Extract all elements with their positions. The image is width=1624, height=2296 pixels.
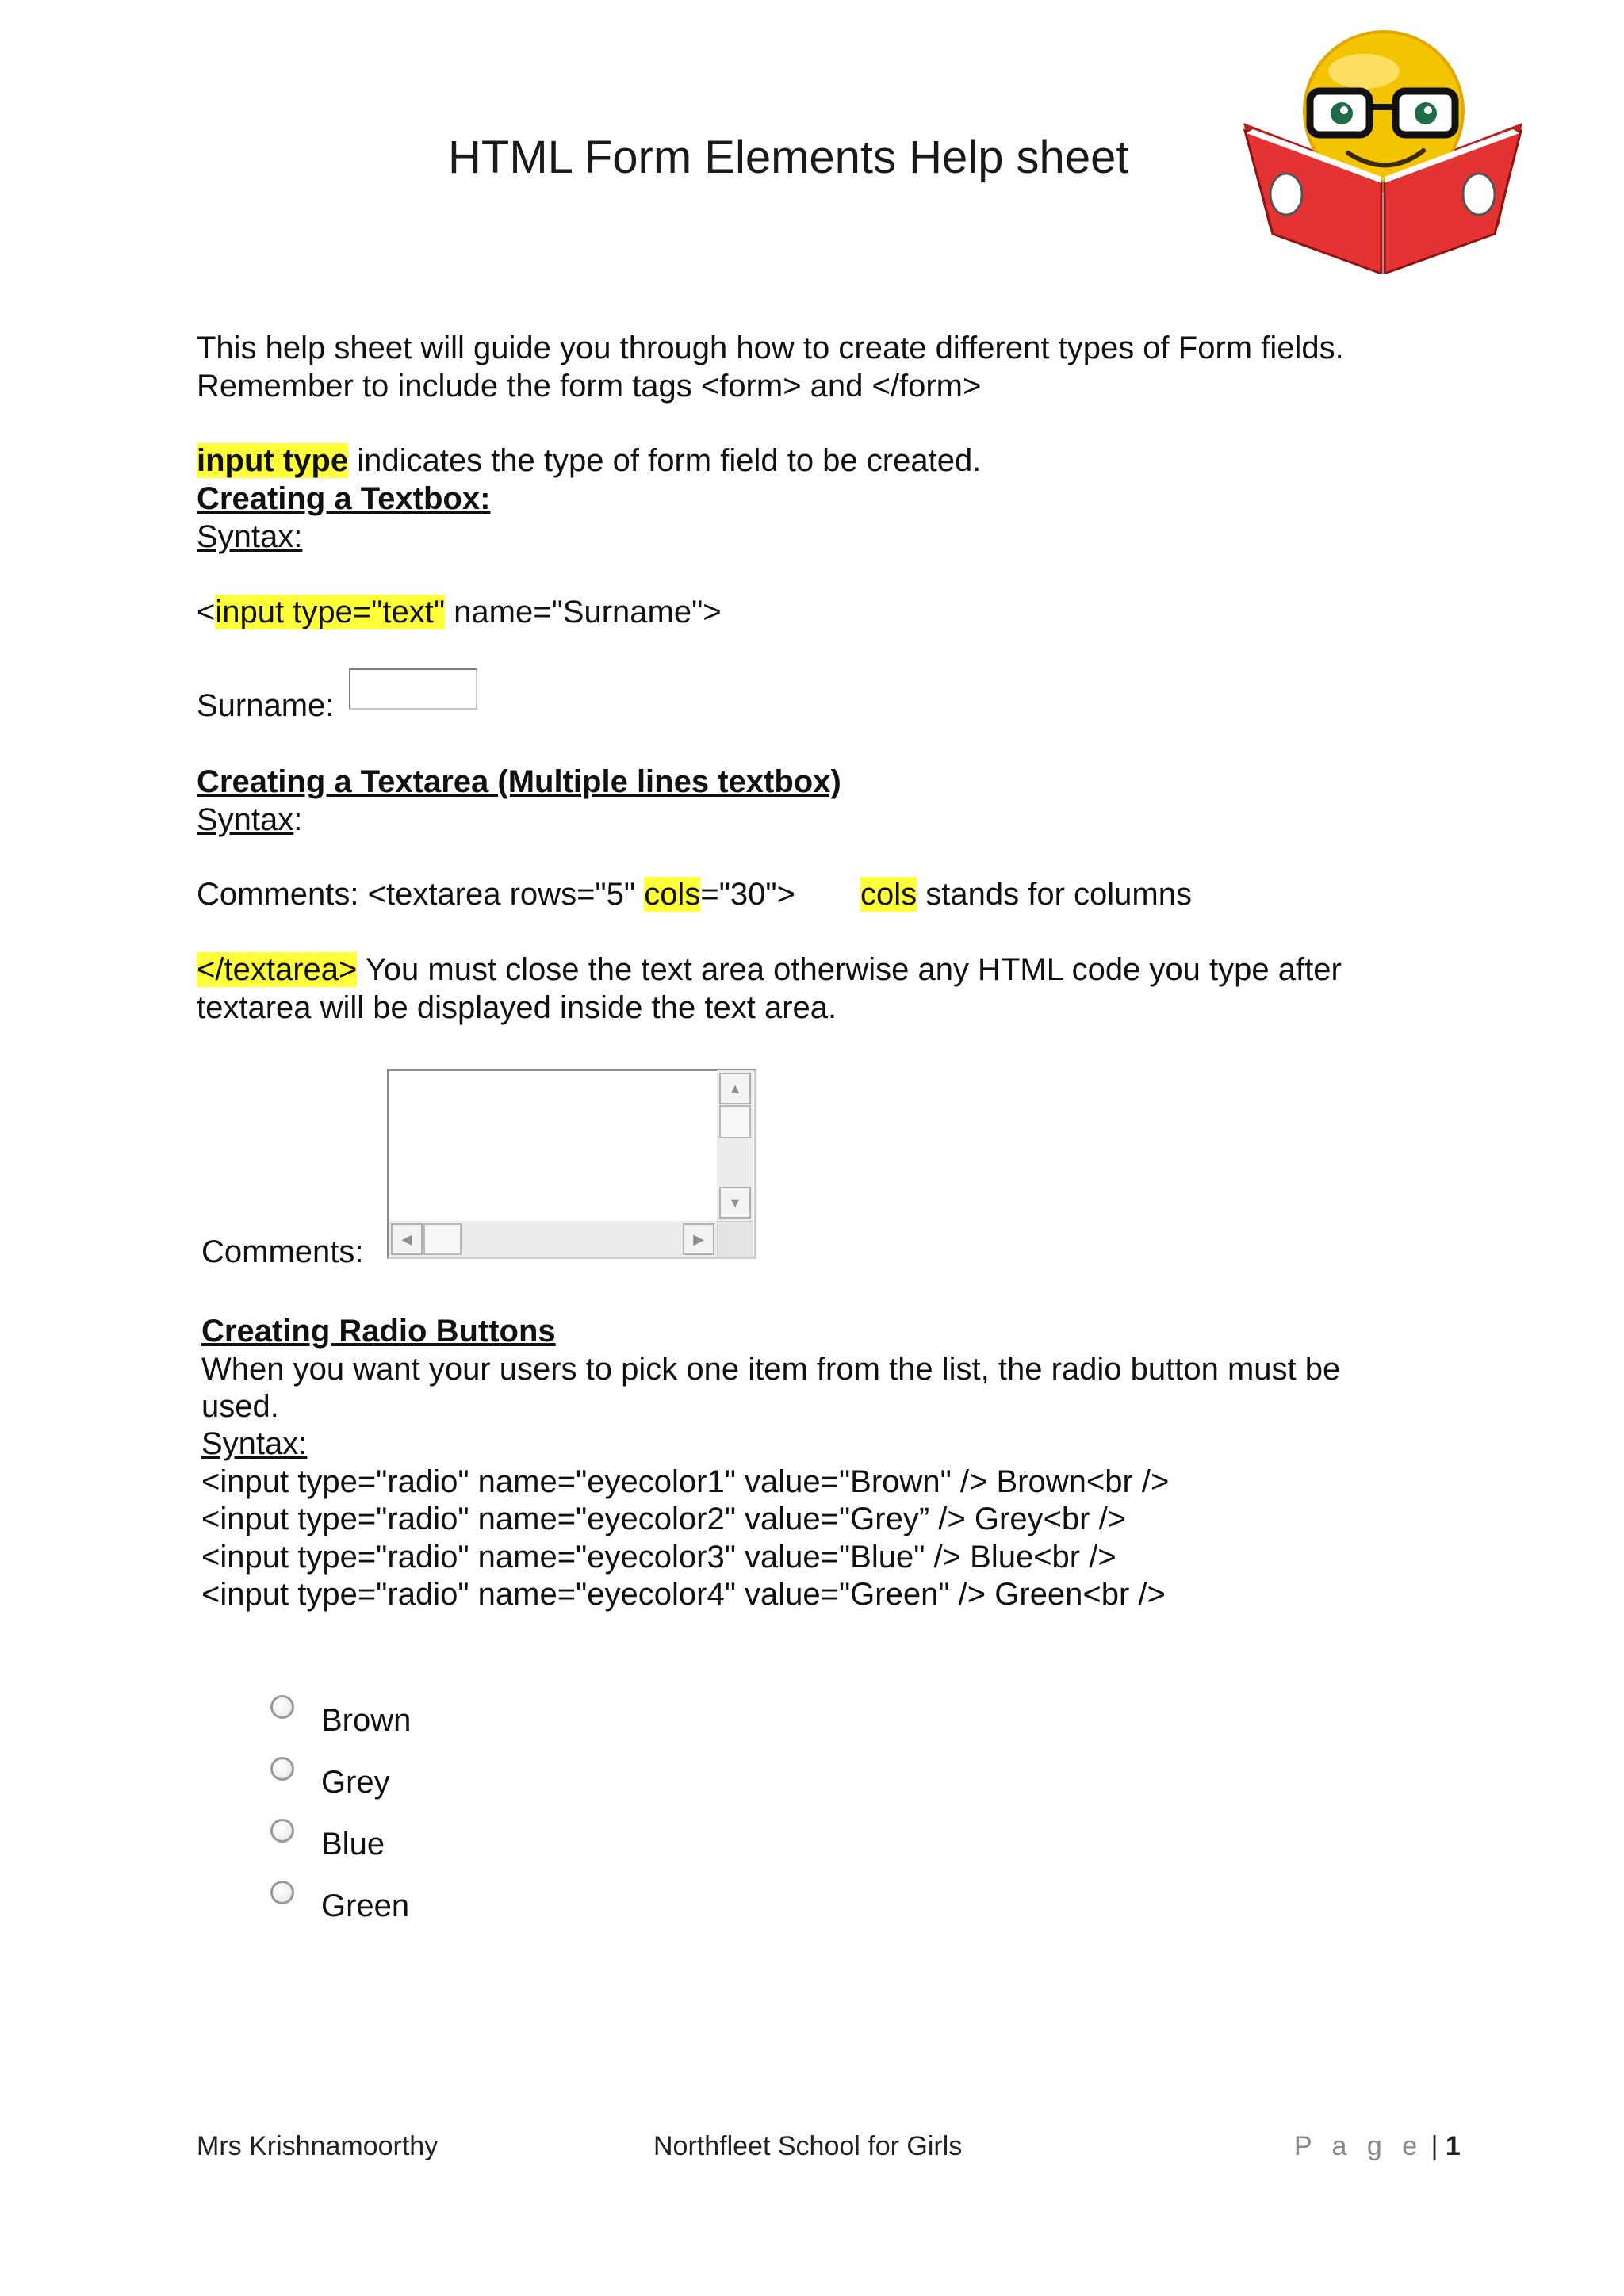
- textarea-close-tag: </textarea>: [197, 952, 358, 987]
- surname-textbox[interactable]: [349, 668, 477, 710]
- radio-syntax-label: Syntax:: [201, 1426, 308, 1461]
- radio-desc-1: When you want your users to pick one item from the list, the radio button must be: [201, 1352, 1341, 1387]
- radio-label-grey: Grey: [321, 1765, 390, 1800]
- cols-note: [860, 875, 1192, 913]
- textbox-code: [197, 593, 722, 631]
- radio-grey[interactable]: [270, 1757, 294, 1781]
- textarea-close-text: You must close the text area otherwise any HTML code you type after: [357, 952, 1342, 987]
- radio-code-line: <input type="radio" name="eyecolor1" value="Brown" /> Brown<br />: [201, 1464, 1170, 1499]
- textarea-code: [197, 875, 795, 913]
- textarea-syntax-word: Syntax: [197, 802, 294, 837]
- radio-code-line: <input type="radio" name="eyecolor2" value="Grey” /> Grey<br />: [201, 1502, 1127, 1536]
- textarea-heading: Creating a Textarea (Multiple lines textbox): [197, 764, 841, 799]
- scroll-left-icon[interactable]: ◀: [391, 1223, 423, 1255]
- footer-page-label: P a g e: [1294, 2131, 1424, 2161]
- scroll-right-icon[interactable]: ▶: [683, 1223, 714, 1255]
- radio-code-line: <input type="radio" name="eyecolor3" value="Blue" /> Blue<br />: [201, 1540, 1116, 1575]
- vertical-scrollbar[interactable]: [717, 1070, 753, 1221]
- footer-page: [1294, 2131, 1461, 2162]
- textarea-code-highlight: cols: [644, 877, 701, 912]
- radio-label-blue: Blue: [321, 1827, 385, 1862]
- input-type-explanation: [197, 442, 981, 480]
- surname-label: Surname:: [197, 688, 335, 723]
- radio-green[interactable]: [270, 1881, 294, 1904]
- smiley-reading-book-icon: [1237, 28, 1530, 274]
- radio-brown[interactable]: [270, 1695, 294, 1719]
- radio-blue[interactable]: [270, 1819, 294, 1843]
- textarea-code-a: Comments: <textarea rows="5": [197, 877, 645, 912]
- radio-desc-2: used.: [201, 1389, 279, 1424]
- input-type-term: input type: [197, 443, 349, 478]
- textarea-syntax-colon: :: [293, 802, 303, 837]
- textarea-syntax-label: [197, 801, 302, 839]
- radio-heading: Creating Radio Buttons: [201, 1314, 556, 1349]
- textbox-heading: Creating a Textbox:: [197, 481, 491, 516]
- textarea-code-b: ="30">: [700, 877, 795, 912]
- textbox-code-rest: name="Surname">: [445, 595, 722, 629]
- comments-label: Comments:: [201, 1234, 364, 1269]
- radio-label-green: Green: [321, 1888, 410, 1923]
- intro-line-1: This help sheet will guide you through how to create different types of Form fields.: [197, 331, 1344, 365]
- vertical-scroll-thumb[interactable]: [719, 1105, 751, 1138]
- textbox-code-highlight: input type="text": [215, 595, 446, 629]
- textbox-code-prefix: <: [197, 595, 216, 629]
- scroll-up-icon[interactable]: ▲: [719, 1073, 751, 1104]
- footer-page-number: 1: [1445, 2131, 1461, 2161]
- horizontal-scroll-thumb[interactable]: [423, 1223, 462, 1255]
- page-title: HTML Form Elements Help sheet: [448, 132, 1129, 183]
- footer-page-sep: |: [1423, 2131, 1446, 2161]
- cols-note-rest: stands for columns: [917, 877, 1192, 912]
- horizontal-scrollbar[interactable]: [389, 1221, 717, 1257]
- textarea-close-note: [197, 951, 1342, 989]
- intro-line-2: Remember to include the form tags <form> and </form>: [197, 369, 982, 404]
- textbox-syntax-label: Syntax:: [197, 519, 303, 554]
- scroll-down-icon[interactable]: ▼: [719, 1187, 751, 1219]
- input-type-desc: indicates the type of form field to be created.: [348, 443, 982, 478]
- cols-note-term: cols: [860, 877, 917, 912]
- radio-label-brown: Brown: [321, 1703, 412, 1738]
- footer-author: Mrs Krishnamoorthy: [197, 2131, 439, 2161]
- footer-school: Northfleet School for Girls: [653, 2131, 963, 2161]
- textarea-close-note-2: textarea will be displayed inside the text area.: [197, 990, 837, 1025]
- radio-code-line: <input type="radio" name="eyecolor4" value="Green" /> Green<br />: [201, 1577, 1166, 1612]
- scrollbar-corner: [717, 1221, 753, 1257]
